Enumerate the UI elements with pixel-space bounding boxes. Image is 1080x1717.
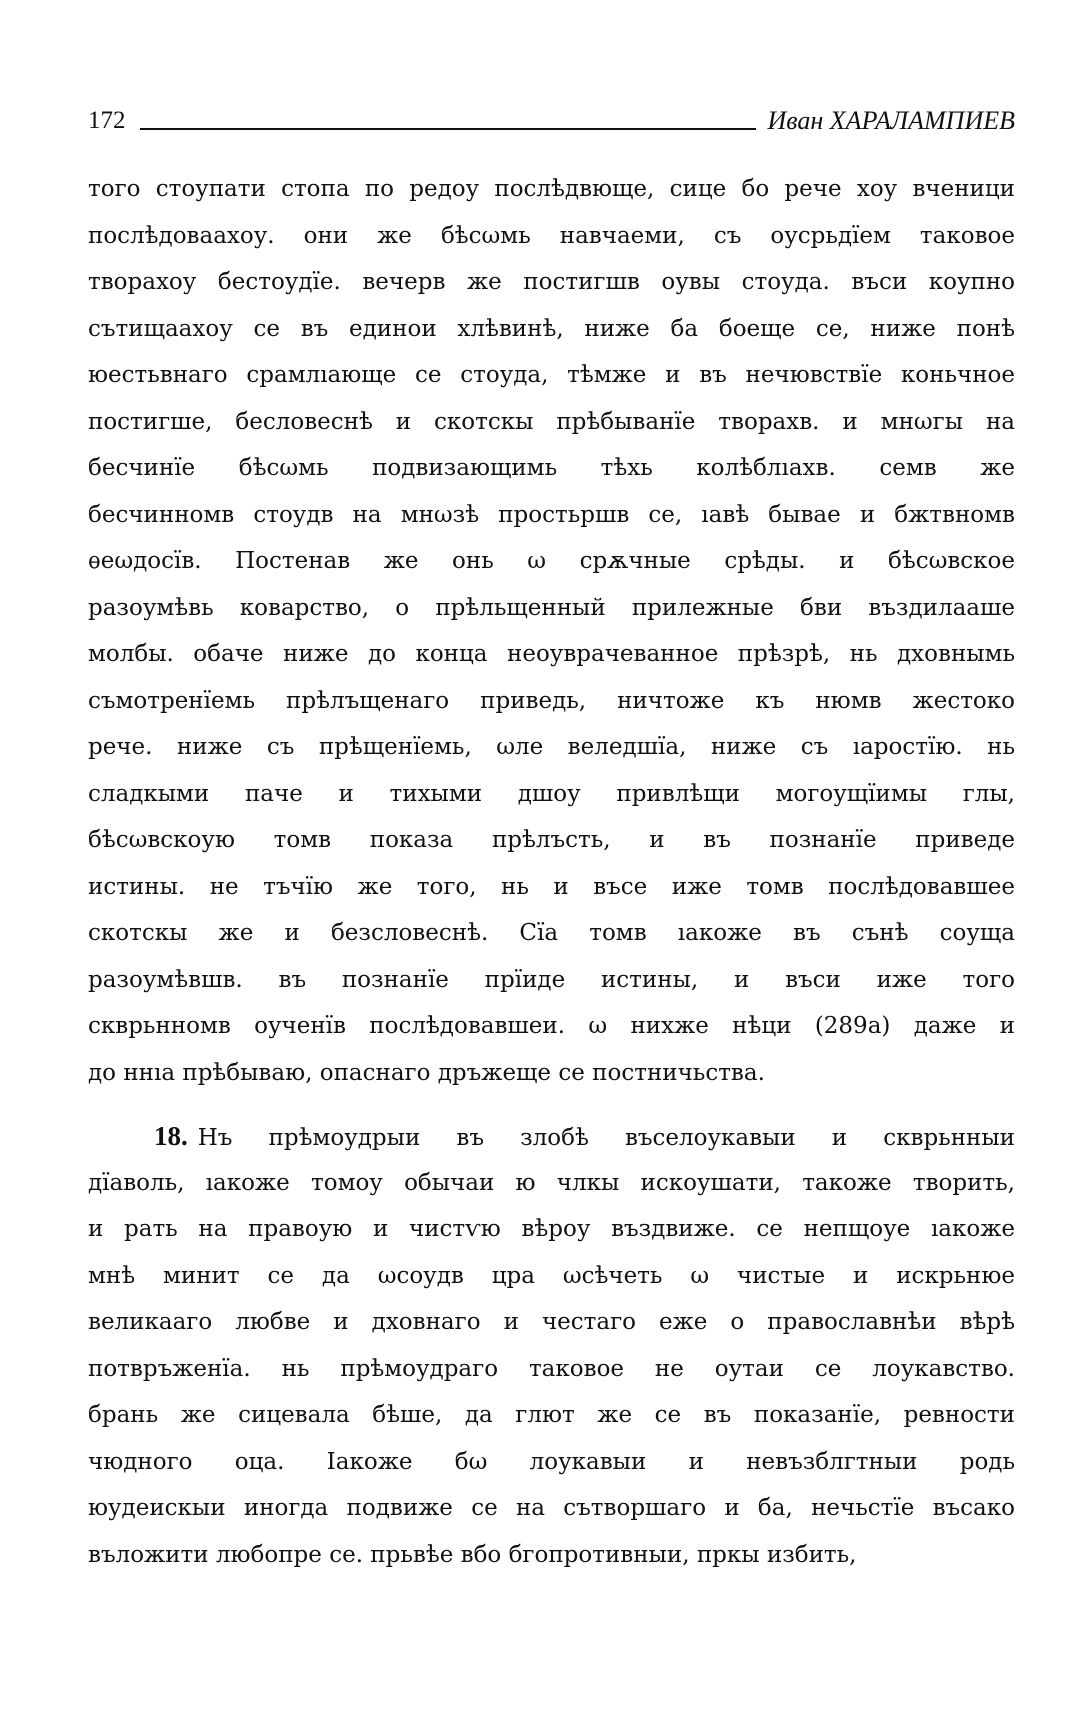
page-header bbox=[88, 96, 1015, 136]
text-line: до ннıа прѣбываю, опаснаго дръжеще се постничьства. bbox=[88, 1059, 765, 1086]
text-line: мнѣ минит се да ωсоудв цра ωсѣчеть ω чистые и искрьнюе bbox=[88, 1262, 1015, 1289]
text-line: разоумѣвшв. въ познанїе прїиде истины, и въси иже того bbox=[88, 966, 1015, 993]
section-gap bbox=[88, 1096, 1015, 1113]
text-line: великааго любве и дховнаго и честаго еже о православнѣи вѣрѣ bbox=[88, 1309, 1015, 1335]
running-head: Иван ХАРАЛАМПИЕВ bbox=[767, 106, 1015, 135]
paragraph-2 bbox=[88, 1113, 1015, 1578]
text-line: истины. не тъчїю же того, нь и въсе иже томв послѣдовавшее bbox=[88, 873, 1015, 900]
text-line: рече. ниже съ прѣщенїемь, ωле веледшїа, ниже съ ıаростїю. нь bbox=[88, 734, 1015, 760]
text-line: молбы. обаче ниже до конца неоуврачеванное прѣзрѣ, нь дховнымь bbox=[88, 641, 1015, 667]
body-text bbox=[88, 166, 1015, 1578]
section-number: 18. bbox=[154, 1121, 188, 1151]
text-line: послѣдоваахоу. они же бѣсωмь навчаеми, съ оусрьдїем таковое bbox=[88, 222, 1015, 249]
text-line: ѳеωдосїв. Постенав же онь ω срѫчные срѣды. и бѣсωвское bbox=[88, 548, 1015, 574]
text-line: скотскы же и безсловеснѣ. Сїа томв ıакоже въ сънѣ соуща bbox=[88, 920, 1015, 946]
text-line-content: Нъ прѣмоудрыи въ злобѣ въселоукавыи и скврьнныи bbox=[197, 1125, 1015, 1151]
text-line: бѣсωвскоую томв показа прѣлъсть, и въ познанїе приведе bbox=[88, 827, 1015, 853]
text-line: брань же сицевала бѣше, да глют же се въ показанїе, ревности bbox=[88, 1402, 1015, 1428]
text-line: бесчинномв стоудв на мнωзѣ простьршв се, ıавѣ бывае и бжтвномв bbox=[88, 501, 1015, 528]
text-line: дїаволь, ıакоже томоу обычаи ю члкы искоушати, такоже творить, bbox=[88, 1169, 1015, 1196]
text-line: бесчинїе бѣсωмь подвизающимь тѣхь колѣблıахв. семв же bbox=[88, 455, 1015, 481]
page-number: 172 bbox=[88, 107, 126, 134]
text-line: постигше, бесловеснѣ и скотскы прѣбыванїе творахв. и мнωгы на bbox=[88, 408, 1015, 435]
text-line: потвръженїа. нь прѣмоудраго таковое не оутаи се лоукавство. bbox=[88, 1355, 1015, 1382]
text-line: того стоупати стопа по редоу послѣдвюще, сице бо рече хоу вченици bbox=[88, 176, 1015, 202]
text-line: съмотренїемь прѣлъщенаго приведь, ничтоже къ нюмв жестоко bbox=[88, 687, 1015, 714]
text-line: чюдного оца. Ιакоже бω лоукавыи и невъзблгтныи родь bbox=[88, 1448, 1015, 1475]
text-line: скврьнномв оученїв послѣдовавшеи. ω нихже нѣци (289а) даже и bbox=[88, 1013, 1015, 1039]
text-line bbox=[88, 1113, 1015, 1160]
text-line: въложити любопре се. прьвѣе вбо бгопротивныи, пркы избить, bbox=[88, 1541, 857, 1568]
text-line: сладкыми паче и тихыми дшоу привлѣщи могоущїимы глы, bbox=[88, 780, 1015, 807]
header-rule bbox=[140, 128, 756, 130]
text-line: и рать на правоую и чистѵю вѣроу въздвиже. се непщоуе ıакоже bbox=[88, 1216, 1015, 1242]
text-line: юестьвнаго срамлıающе се стоуда, тѣмже и въ нечювствїе коньчное bbox=[88, 362, 1015, 388]
text-line: сътищаахоу се въ единои хлѣвинѣ, ниже ба боеще се, ниже понѣ bbox=[88, 315, 1015, 342]
text-line: творахоу бестоудїе. вечерв же постигшв оувы стоуда. въси коупно bbox=[88, 269, 1015, 295]
text-line: юудеискыи иногда подвиже се на сътворшаго и ба, нечьстїе въсако bbox=[88, 1495, 1015, 1521]
paragraph-1 bbox=[88, 166, 1015, 1096]
text-line: разоумѣвь коварство, о прѣльщенный прилежные бви въздилааше bbox=[88, 594, 1015, 621]
